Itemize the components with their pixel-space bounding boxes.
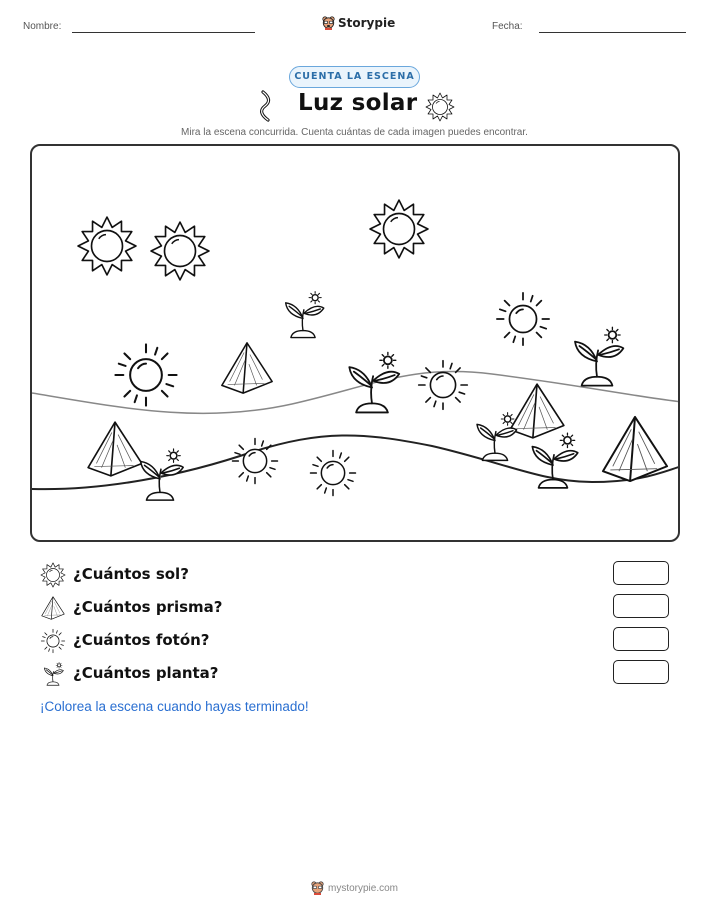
question-text: ¿Cuántos sol? — [73, 565, 189, 583]
question-row-photon — [40, 628, 670, 654]
question-text: ¿Cuántos prisma? — [73, 598, 223, 616]
question-row-sun — [40, 562, 670, 588]
photon-5 — [311, 451, 356, 496]
plant-3 — [575, 327, 623, 385]
photon-2 — [497, 293, 549, 345]
answer-box-photon[interactable] — [613, 627, 669, 651]
date-line — [539, 32, 686, 33]
closing-note: ¡Colorea la escena cuando hayas terminado! — [40, 699, 309, 714]
footer-logo-icon — [311, 881, 324, 895]
answer-box-sun[interactable] — [613, 561, 669, 585]
plant-1 — [286, 292, 324, 338]
answer-box-prism[interactable] — [613, 594, 669, 618]
question-row-prism — [40, 595, 670, 621]
prism-1 — [222, 343, 272, 393]
prism-3 — [510, 384, 564, 438]
brand-name: Storypie — [338, 16, 396, 30]
counting-scene — [30, 144, 680, 542]
photon-3 — [419, 361, 468, 410]
footer-site-link[interactable]: mystorypie.com — [327, 882, 398, 894]
plant-6 — [532, 433, 577, 488]
plant-icon — [40, 661, 66, 687]
instructions: Mira la escena concurrida. Cuenta cuántas de cada imagen puedes encontrar. — [181, 127, 528, 138]
prism-icon — [40, 595, 66, 621]
question-row-plant — [40, 661, 670, 687]
sun-icon — [40, 562, 66, 588]
sun-2 — [151, 222, 209, 280]
activity-tag: CUENTA LA ESCENA — [289, 66, 420, 88]
plant-4 — [141, 449, 184, 500]
sun-title-icon — [425, 92, 455, 122]
date-label: Fecha: — [492, 21, 523, 32]
bear-logo-icon — [322, 16, 335, 30]
plant-5 — [477, 413, 517, 461]
answer-box-plant[interactable] — [613, 660, 669, 684]
prism-4 — [603, 417, 667, 481]
question-text: ¿Cuántos planta? — [73, 664, 219, 682]
question-text: ¿Cuántos fotón? — [73, 631, 210, 649]
sun-3 — [370, 200, 428, 258]
photon-1 — [115, 344, 176, 405]
photon-icon — [40, 628, 66, 654]
name-label: Nombre: — [23, 21, 62, 32]
worksheet-header — [0, 16, 709, 40]
title-area — [0, 90, 709, 124]
name-line — [72, 32, 255, 33]
photon-4 — [233, 439, 278, 484]
footer — [0, 880, 709, 899]
page-title: Luz solar — [298, 90, 418, 116]
brand-logo — [322, 16, 395, 30]
wave-decoration-icon — [257, 90, 277, 122]
sun-1 — [78, 217, 136, 275]
prism-2 — [88, 422, 142, 476]
